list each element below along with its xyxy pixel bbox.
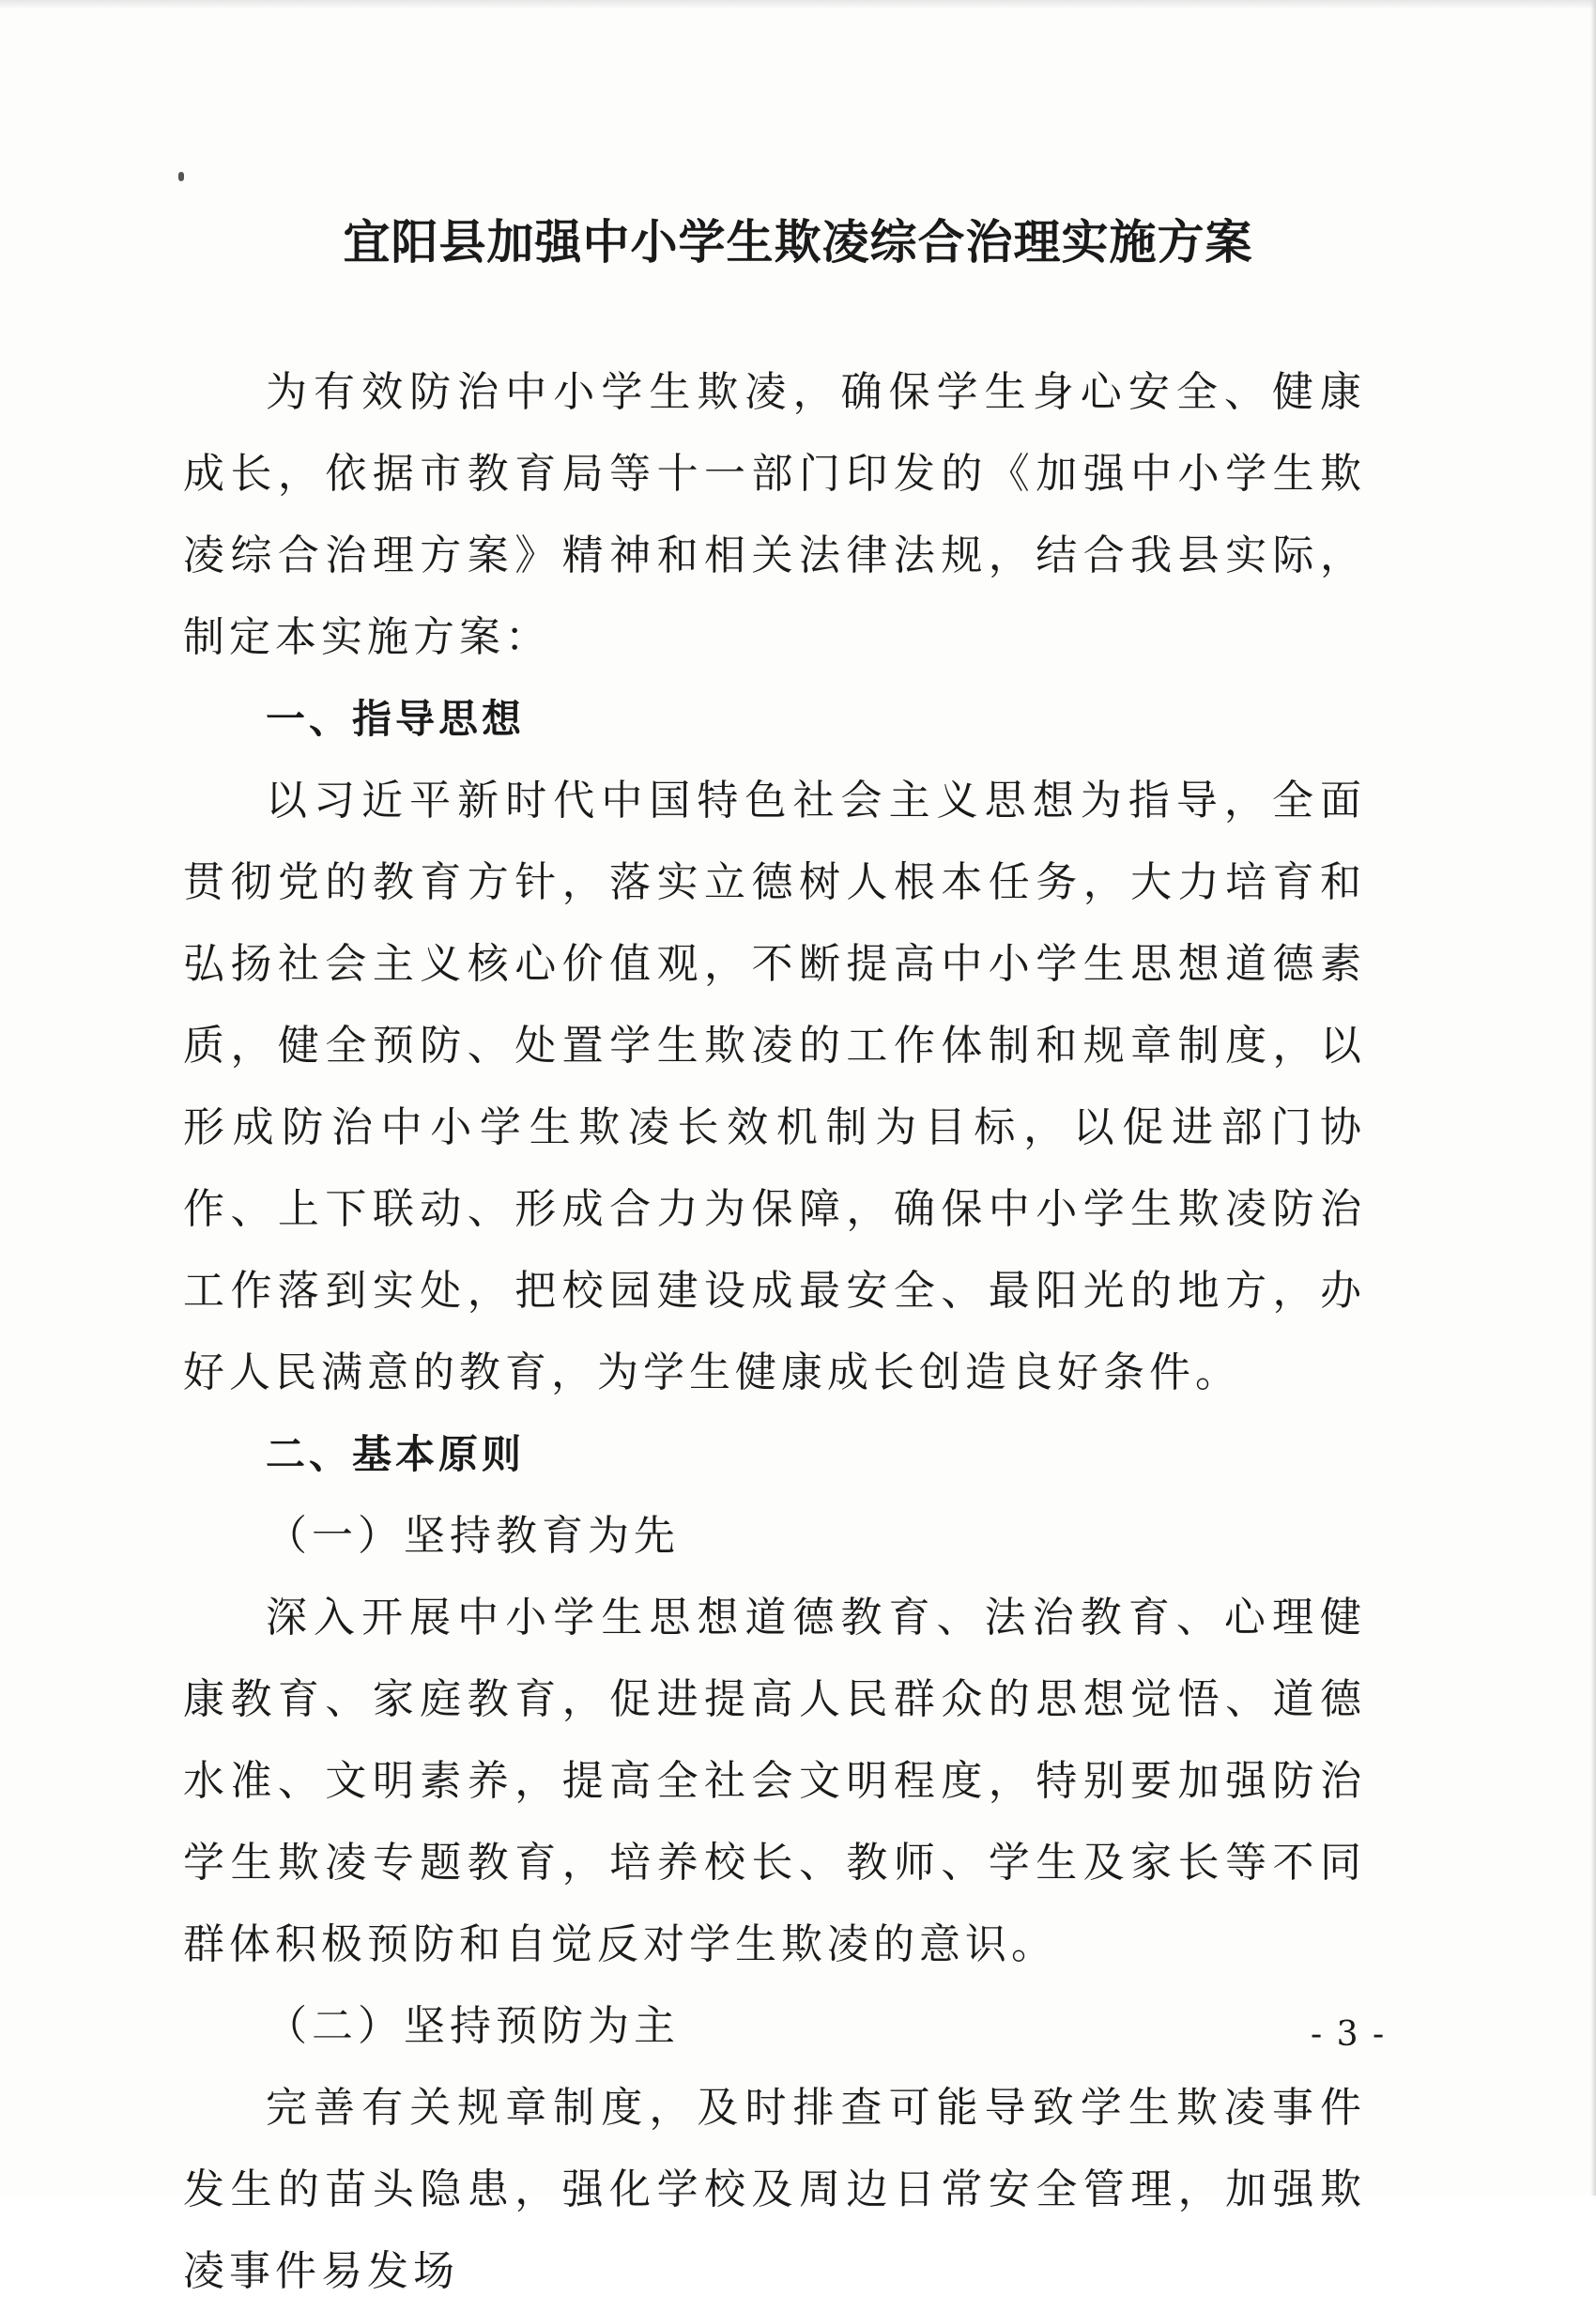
- scan-speck: [178, 172, 184, 181]
- guiding-ideology-paragraph: 以习近平新时代中国特色社会主义思想为指导，全面贯彻党的教育方针，落实立德树人根本任务，大力培育和弘扬社会主义核心价值观，不断提高中小学生思想道德素质，健全预防、处置学生欺凌的工作体制和规章制度，以形成防治中小学生欺凌长效机制为目标，以促进部门协作、上下联动、形成合力为保障，确保中小学生欺凌防治工作落到实处，把校园建设成最安全、最阳光的地方，办好人民满意的教育，为学生健康成长创造良好条件。: [183, 777, 1366, 1396]
- document-body: [183, 351, 1366, 2312]
- education-first-paragraph: 深入开展中小学生思想道德教育、法治教育、心理健康教育、家庭教育，促进提高人民群众的思想觉悟、道德水准、文明素养，提高全社会文明程度，特别要加强防治学生欺凌专题教育，培养校长、教师、学生及家长等不同群体积极预防和自觉反对学生欺凌的意识。: [183, 1594, 1366, 1968]
- page-number: - 3 -: [1311, 2015, 1387, 2054]
- scan-edge-top: [0, 0, 1596, 9]
- section-heading-guiding-ideology: 一、指导思想: [266, 696, 526, 742]
- section-heading-basic-principles: 二、基本原则: [266, 1431, 526, 1477]
- prevention-first-paragraph: 完善有关规章制度，及时排查可能导致学生欺凌事件发生的苗头隐患，强化学校及周边日常安全管理，加强欺凌事件易发场: [183, 2084, 1366, 2295]
- subheading-prevention-first: （二）坚持预防为主: [266, 2002, 680, 2050]
- document-title: 宜阳县加强中小学生欺凌综合治理实施方案: [343, 214, 1253, 270]
- intro-paragraph: 为有效防治中小学生欺凌，确保学生身心安全、健康成长，依据市教育局等十一部门印发的《加强中小学生欺凌综合治理方案》精神和相关法律法规，结合我县实际，制定本实施方案：: [183, 368, 1366, 661]
- scan-edge-right: [1590, 0, 1596, 2196]
- subheading-education-first: （一）坚持教育为先: [266, 1512, 680, 1560]
